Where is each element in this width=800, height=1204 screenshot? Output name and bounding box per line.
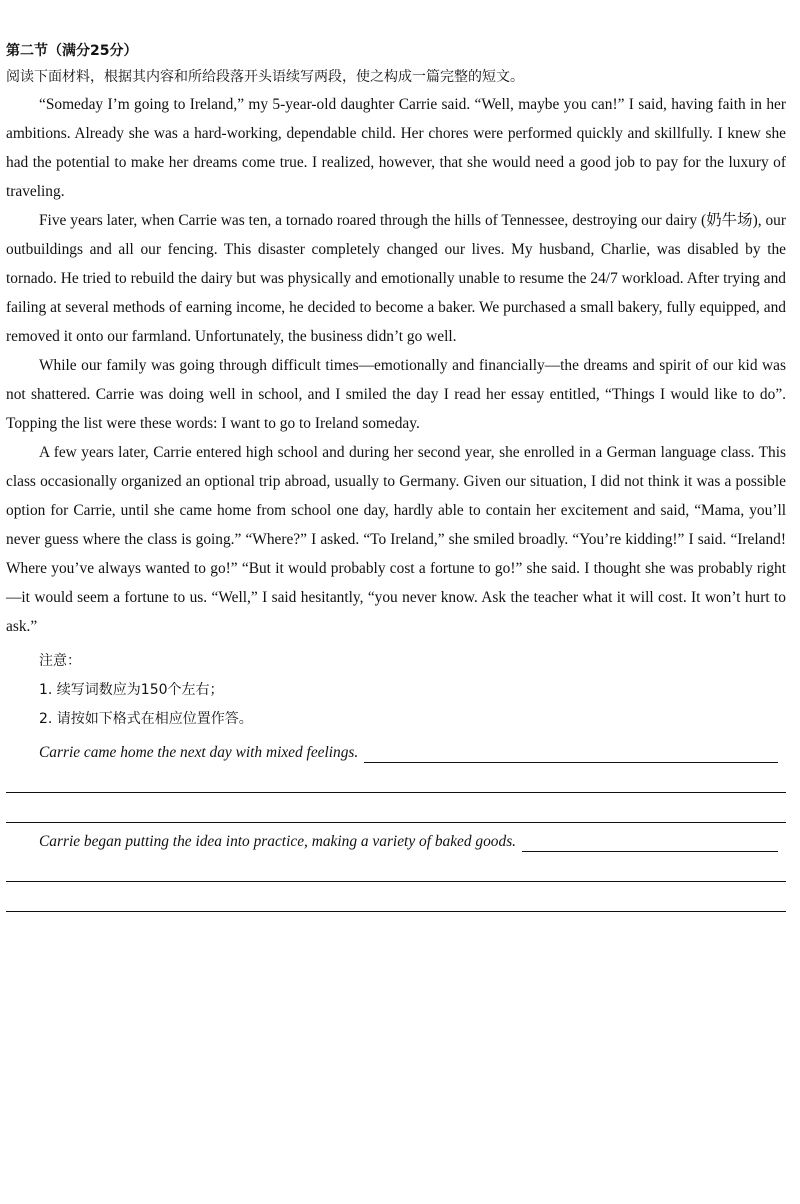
prompt-row-2 [6,823,786,852]
answer-area-1 [6,734,786,823]
note-item-format: 2. 请按如下格式在相应位置作答。 [39,711,253,727]
passage-paragraph-4: A few years later, Carrie entered high school and during her second year, she enrolled in a German language class. This class occasionally organized an optional trip abroad, usually to Germany. Given our situation, I did not think it was a possible option for Carrie, until she came home from school one day, hardly able to contain her excitement and said, “Mama, you’ll never guess where the class is going.” “Where?” I asked. “To Ireland,” she smiled broadly. “You’re kidding!” I said. “Ireland! Where you’ve always wanted to go!” “But it would probably cost a fortune to go!” she said. I thought she was probably right—it would seem a fortune to us. “Well,” I said hesitantly, “you never know. Ask the teacher what it will cost. It won’t hurt to ask.” [6,444,786,635]
note-item-word-count: 1. 续写词数应为150个左右； [39,682,224,698]
answer-blank-2[interactable] [522,831,778,852]
passage-paragraph-1: “Someday I’m going to Ireland,” my 5-year-old daughter Carrie said. “Well, maybe you can!” I said, having faith in her ambitions. Already she was a hard-working, dependable child. Her chores were performed quickly and skillfully. I knew she had the potential to make her dreams come true. I realized, however, that she would need a good job to pay for the luxury of traveling. [6,96,786,200]
answer-line-2b[interactable] [6,882,786,912]
section-title: 第二节（满分25分） [6,43,138,59]
answer-area-2 [6,823,786,912]
answer-blank-1[interactable] [364,742,778,763]
paragraph-opening-1: Carrie came home the next day with mixed feelings. [39,744,359,761]
notes-block [6,647,786,734]
exam-page [6,38,786,912]
answer-line-2a[interactable] [6,852,786,882]
prompt-row-1 [6,734,786,763]
paragraph-opening-2: Carrie began putting the idea into practice, making a variety of baked goods. [39,833,517,850]
answer-line-1b[interactable] [6,793,786,823]
section-instruction: 阅读下面材料，根据其内容和所给段落开头语续写两段，使之构成一篇完整的短文。 [6,69,524,85]
passage-paragraph-3: While our family was going through difficult times—emotionally and financially—the dreams and spirit of our kid was not shattered. Carrie was doing well in school, and I smiled the day I read her essay entitled, “Things I would like to do”. Topping the list were these words: I want to go to Ireland someday. [6,357,786,432]
passage-paragraph-2: Five years later, when Carrie was ten, a tornado roared through the hills of Tennessee, destroying our dairy (奶牛场), our outbuildings and all our fencing. This disaster completely changed our lives. My husband, Charlie, was disabled by the tornado. He tried to rebuild the dairy but was physically and emotionally unable to resume the 24/7 workload. After trying and failing at several methods of earning income, he decided to become a baker. We purchased a small bakery, fully equipped, and removed it onto our farmland. Unfortunately, the business didn’t go well. [6,212,786,345]
notes-heading: 注意： [39,653,81,669]
reading-passage [6,90,786,641]
answer-line-1a[interactable] [6,763,786,793]
